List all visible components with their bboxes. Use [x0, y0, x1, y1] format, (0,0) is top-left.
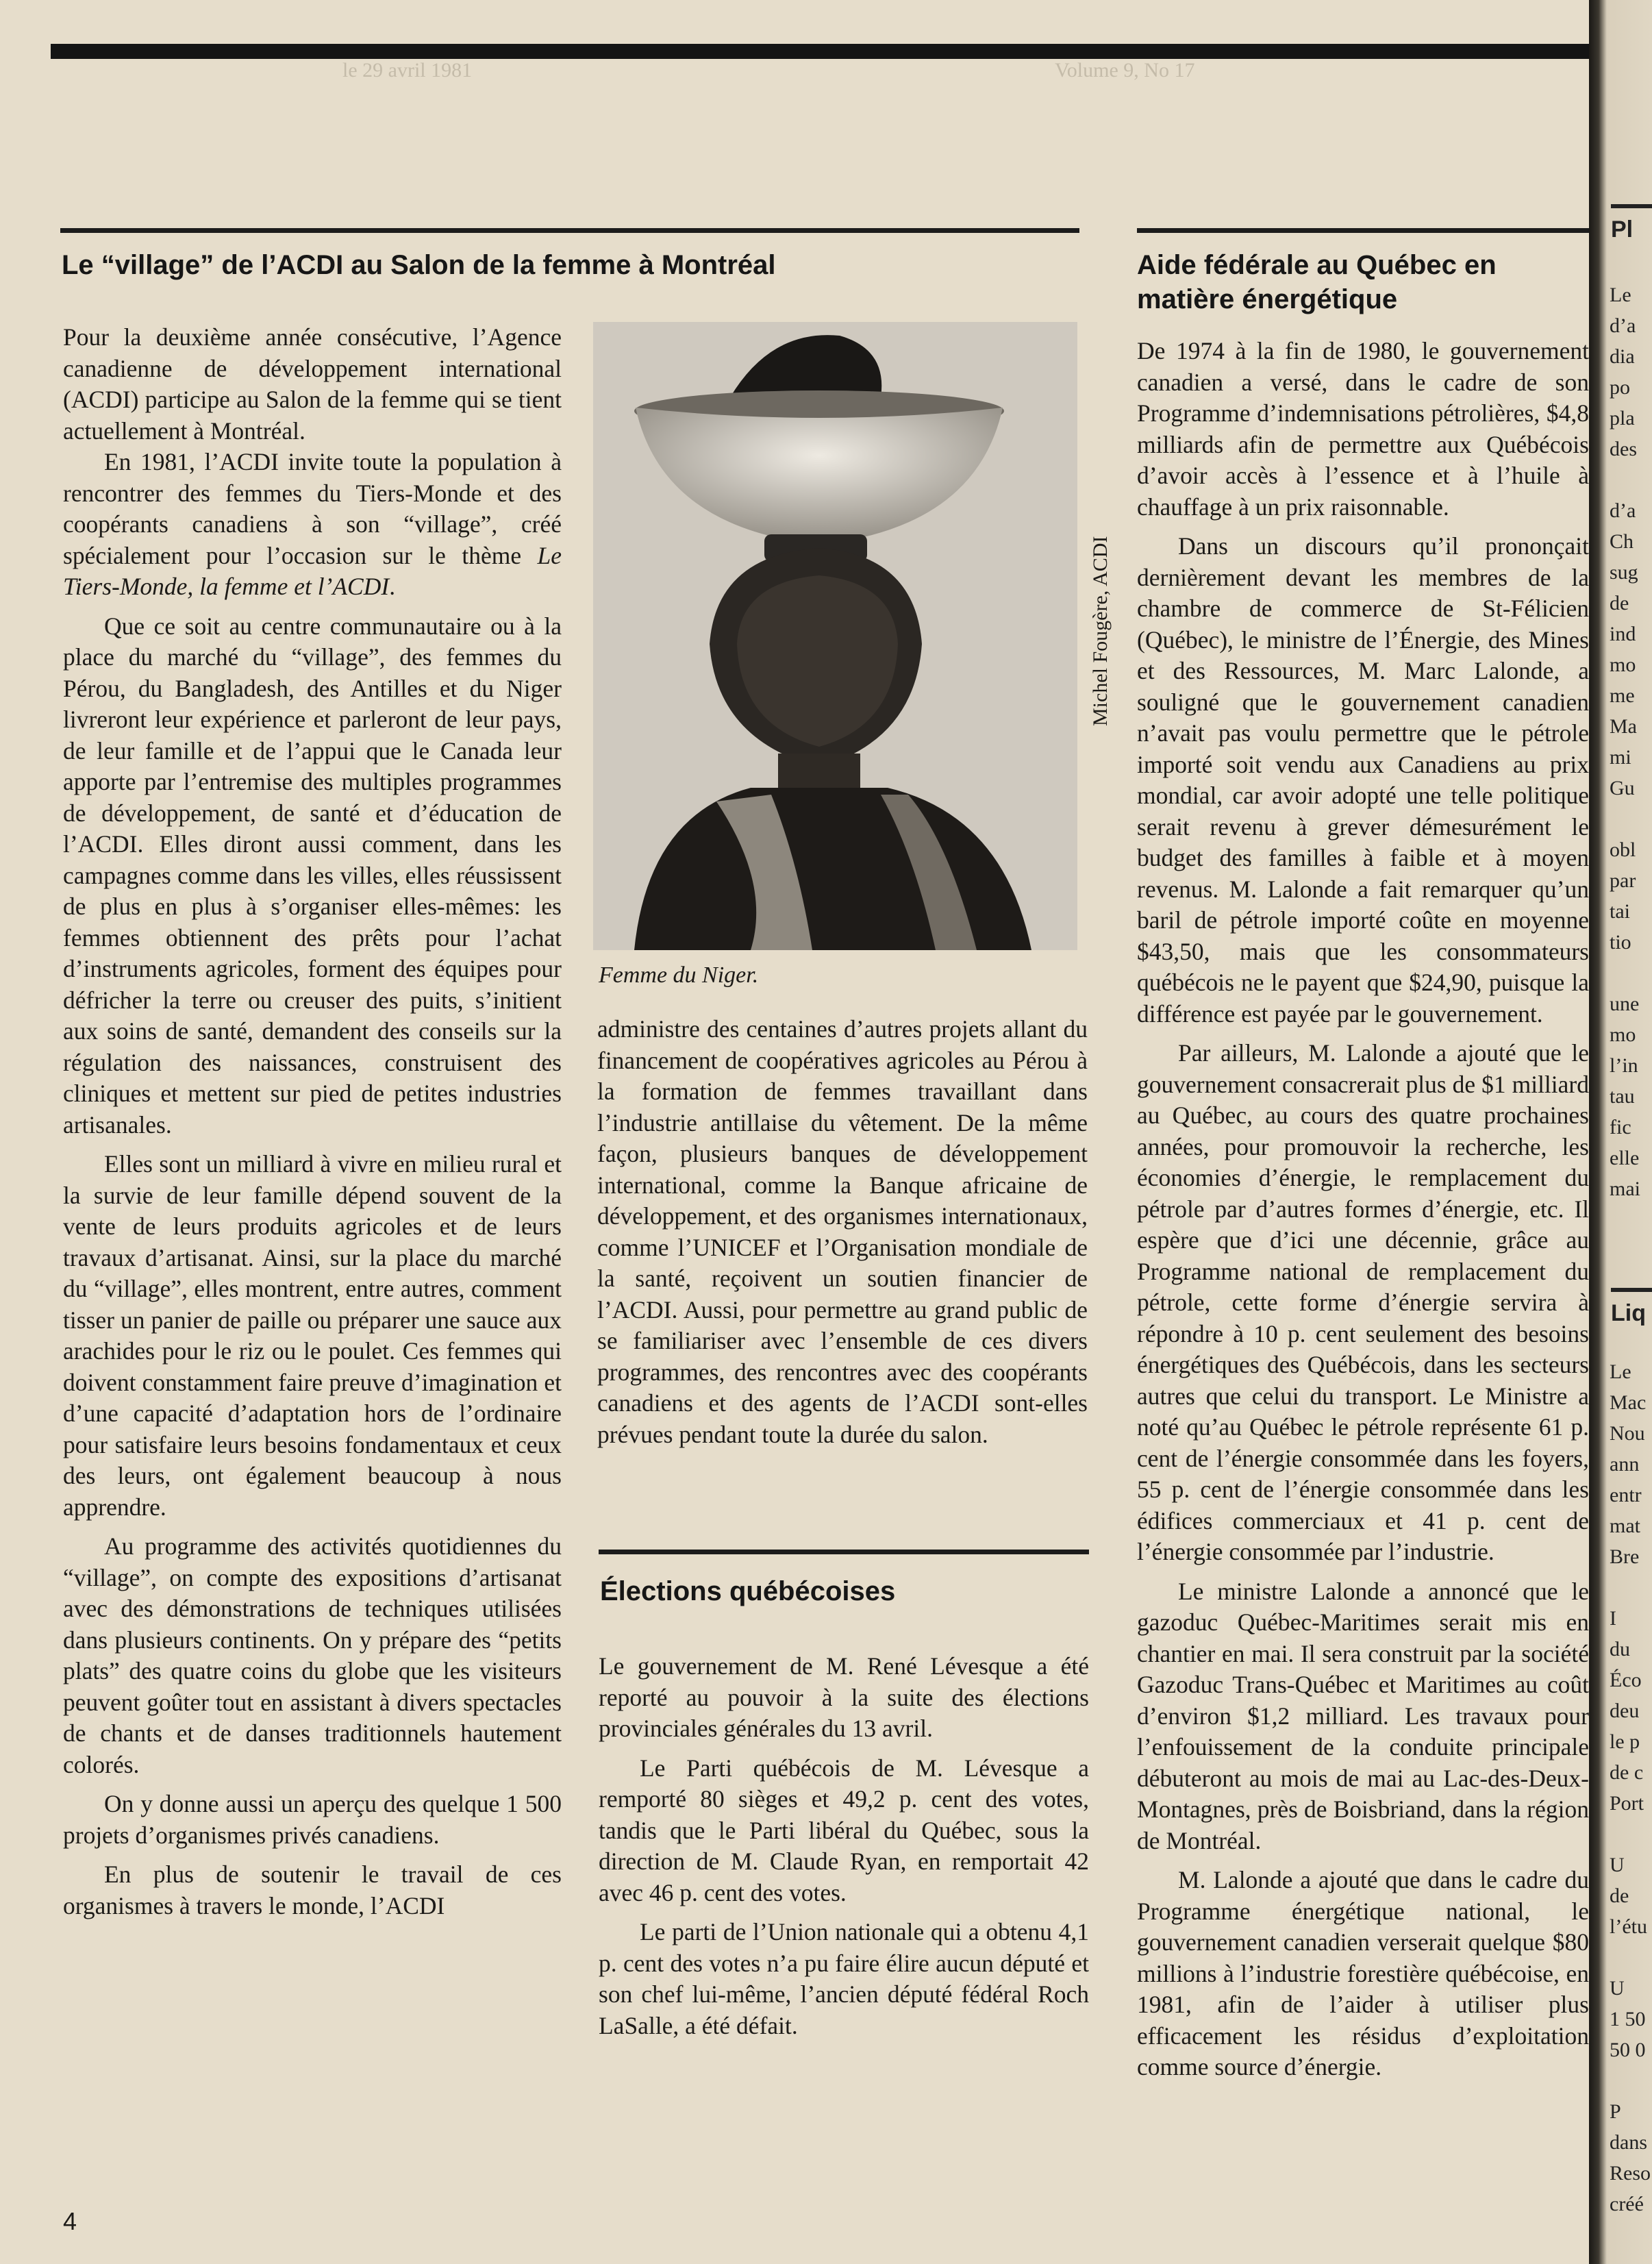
article-column-2	[597, 1014, 1088, 1450]
next-page-line-fragment: Nou	[1610, 1422, 1645, 1445]
paragraph: Le parti de l’Union nationale qui a obtenu 4,1 p. cent des votes n’a pu faire élire aucun député et son chef lui-même, l’ancien député fédéral Roch LaSalle, a été défait.	[599, 1918, 1089, 2039]
next-page-line-fragment: Éco	[1610, 1669, 1642, 1691]
next-page-line-fragment: Reso	[1610, 2162, 1651, 2185]
paragraph: Au programme des activités quotidiennes du “village”, on compte des expositions d’artisanat avec des démonstrations de techniques utilisées dans plusieurs continents. On y prépare des “petits plats” des quatre coins du globe que les visiteurs peuvent goûter tout en assistant à divers spectacles de chants et de danses traditionnels hautement colorés.	[63, 1532, 562, 1778]
next-page-line-fragment: Le	[1610, 1360, 1631, 1383]
next-page-line-fragment: I	[1610, 1607, 1616, 1630]
article-rule	[599, 1550, 1089, 1554]
next-page-line-fragment	[1610, 1942, 1651, 1973]
next-page-line-fragment: U	[1610, 1854, 1625, 1876]
paragraph: Dans un discours qu’il prononçait dernièrement devant les membres de la chambre de commerce de St-Félicien (Québec), le ministre de l’Énergie, des Mines et des Ressources, M. Marc Lalonde, a souligné que le gouvernement canadien n’avait pas voulu permettre que le pétrole importé soit vendu aux Canadiens au prix mondial, car avoir adopté une telle politique serait revenu à grever démesurément le budget des familles à faible et à moyen revenus. M. Lalonde a fait remarquer qu’un baril de pétrole importé coûte en moyenne $43,50, mais que les consommateurs québécois ne le payent que $24,90, puisque la différence est payée par le gouvernement.	[1137, 532, 1589, 1028]
paragraph: Que ce soit au centre communautaire ou à la place du marché du “village”, des femmes du Pérou, du Bangladesh, des Antilles et du Niger livreront leur expérience et parleront de leur pays, de leur famille et de l’appui que le Canada leur apporte par l’entremise des multiples programmes de développement, de santé et d’éducation de l’ACDI. Elles diront aussi comment, dans les campagnes comme dans les villes, elles réussissent de plus en plus à s’organiser elles-mêmes: les femmes obtiennent des prêts pour l’achat d’instruments agricoles, forment des équipes pour défricher la terre ou creuser des puits, s’initient aux soins de santé, demandent des conseils sur la régulation des naissances, construisent des cliniques et mettent sur pied de petites industries artisanales.	[63, 612, 562, 1139]
theme-title: Le Tiers-Monde, la femme et l’ACDI	[63, 541, 562, 600]
next-page-rule	[1611, 1288, 1652, 1292]
next-page-line-fragment: l’in	[1610, 1054, 1638, 1077]
next-page-line-fragment: Ch	[1610, 530, 1634, 553]
paragraph: En plus de soutenir le travail de ces organismes à travers le monde, l’ACDI	[63, 1861, 562, 1919]
next-page-line-fragment: dia	[1610, 345, 1635, 368]
next-page-column-fragment	[1610, 1356, 1651, 2219]
next-page-line-fragment: l’étu	[1610, 1915, 1647, 1938]
article-rule	[1137, 228, 1589, 233]
next-page-line-fragment: de	[1610, 1884, 1629, 1907]
article-column-1	[63, 322, 562, 1921]
photo-caption: Femme du Niger.	[599, 962, 759, 988]
next-page-line-fragment: mi	[1610, 746, 1631, 769]
next-page-line-fragment: Le	[1610, 284, 1631, 306]
next-page-line-fragment: mo	[1610, 654, 1636, 676]
article-title: Le “village” de l’ACDI au Salon de la femme à Montréal	[62, 250, 776, 280]
next-page-line-fragment: po	[1610, 376, 1630, 399]
next-page-line-fragment: d’a	[1610, 499, 1636, 522]
next-page-line-fragment: des	[1610, 438, 1637, 460]
next-page-line-fragment: créé	[1610, 2193, 1644, 2215]
top-rule	[51, 44, 1589, 59]
paragraph: On y donne aussi un aperçu des quelque 1 500 projets d’organismes privés canadiens.	[63, 1790, 562, 1849]
next-page-line-fragment: Gu	[1610, 777, 1635, 799]
article-title: Élections québécoises	[600, 1576, 896, 1606]
next-page-line-fragment	[1610, 804, 1651, 834]
paragraph: En 1981, l’ACDI invite toute la population à rencontrer des femmes du Tiers-Monde et des coopérants canadiens à son “village”, créé spécialement pour l’occasion sur le thème Le Tiers-Monde, la femme et l’ACDI.	[63, 448, 562, 600]
next-page-line-fragment: U	[1610, 1977, 1625, 2000]
next-page-line-fragment: mai	[1610, 1178, 1640, 1200]
paragraph: De 1974 à la fin de 1980, le gouvernement canadien a versé, dans le cadre de son Programme d’indemnisations pétrolières, $4,8 milliards afin de permettre aux Québécois d’avoir accès à l’essence et à l’huile à chauffage à un prix raisonnable.	[1137, 337, 1589, 521]
next-page-line-fragment: de c	[1610, 1761, 1644, 1784]
paragraph: administre des centaines d’autres projets allant du financement de coopératives agricoles au Pérou à la formation de femmes travaillant dans l’industrie antillaise du vêtement. De la même façon, plusieurs banques de développement international, comme la Banque africaine de développement, et des organismes internationaux, comme l’UNICEF et l’Organisation mondiale de la santé, reçoivent un soutien financier de l’ACDI. Aussi, pour permettre au grand public de se familiariser avec l’ensemble de ces divers programmes, des rencontres avec des coopérants canadiens et des agents de l’ACDI sont-elles prévues pendant toute la durée du salon.	[597, 1015, 1088, 1448]
paragraph: M. Lalonde a ajouté que dans le cadre du Programme énergétique national, le gouvernement canadien verserait quelque $80 millions à l’industrie forestière québécoise, en 1981, afin de l’aider à utiliser plus efficacement les résidus d’exploitation comme source d’énergie.	[1137, 1866, 1589, 2080]
next-page-line-fragment: entr	[1610, 1484, 1642, 1506]
photo-woman-niger	[593, 322, 1077, 950]
next-page-line-fragment	[1610, 2065, 1651, 2096]
next-page-line-fragment: une	[1610, 993, 1640, 1015]
next-page-line-fragment: ind	[1610, 623, 1636, 645]
next-page-line-fragment: ann	[1610, 1453, 1640, 1476]
next-page-column-fragment	[1610, 279, 1651, 1204]
next-page-line-fragment: tio	[1610, 931, 1631, 954]
page-number: 4	[63, 2207, 77, 2235]
next-page-line-fragment: d’a	[1610, 314, 1636, 337]
article-body	[599, 1651, 1089, 2041]
next-page-line-fragment: obl	[1610, 838, 1636, 861]
next-page-line-fragment: mat	[1610, 1515, 1640, 1537]
next-page-line-fragment: dans	[1610, 2131, 1647, 2154]
next-page-line-fragment: Port	[1610, 1792, 1644, 1815]
next-page-line-fragment: sug	[1610, 561, 1638, 584]
article-title: Aide fédérale au Québec en matière énergétique	[1137, 250, 1497, 314]
show-through-header-left: le 29 avril 1981	[342, 59, 473, 82]
next-page-line-fragment: par	[1610, 869, 1636, 892]
next-page-line-fragment	[1610, 1572, 1651, 1603]
next-page-line-fragment: le p	[1610, 1730, 1640, 1753]
next-page-title-fragment: Pl	[1611, 216, 1634, 242]
paragraph: Le Parti québécois de M. Lévesque a remporté 80 sièges et 49,2 p. cent des votes, tandis que le Parti libéral du Québec, sous la direction de M. Claude Ryan, en remportait 42 avec 46 p. cent des votes.	[599, 1754, 1089, 1906]
paragraph: Par ailleurs, M. Lalonde a ajouté que le gouvernement consacrerait plus de $1 milliard au Québec, au cours des quatre prochaines années, pour promouvoir la recherche, les économies d’énergie, le remplacement du pétrole par d’autres formes d’énergie, etc. Il espère que d’ici une décennie, grâce au Programme national de remplacement du pétrole, cette forme d’énergie servira à répondre à 10 p. cent seulement des besoins énergétiques des Québécois, dans les secteurs autres que celui du transport. Le Ministre a noté qu’au Québec le pétrole représente 61 p. cent de l’énergie consommée dans les foyers, 55 p. cent de l’énergie consommée dans les édifices commerciaux et 41 p. cent de l’énergie consommée par l’industrie.	[1137, 1039, 1589, 1565]
paragraph: Elles sont un milliard à vivre en milieu rural et la survie de leur famille dépend souvent de la vente de leurs produits agricoles et de leurs travaux d’artisanat. Ainsi, sur la place du marché du “village”, elles montrent, entre autres, comment tisser un panier de paille ou préparer une sauce aux arachides pour le riz ou le poulet. Ces femmes qui doivent constamment faire preuve d’imagination et d’une capacité d’adaptation hors de l’ordinaire pour satisfaire leurs besoins fondamentaux et ceux des leurs, ont également beaucoup à nous apprendre.	[63, 1150, 562, 1521]
paragraph: Le ministre Lalonde a annoncé que le gazoduc Québec-Maritimes serait mis en chantier en mai. Il sera construit par la société Gazoduc Trans-Québec et Maritimes au coût d’environ $1,2 milliard. Les travaux pour l’enfouissement de la conduite principale débuteront au mois de mai au Lac-des-Deux-Montagnes, près de Boisbriand, dans la région de Montréal.	[1137, 1577, 1589, 1854]
next-page-rule	[1611, 204, 1652, 208]
article-rule	[60, 228, 1079, 233]
next-page-line-fragment: mo	[1610, 1023, 1636, 1046]
next-page-line-fragment: elle	[1610, 1147, 1640, 1169]
next-page-line-fragment: fic	[1610, 1116, 1631, 1139]
next-page-line-fragment: 1 50	[1610, 2008, 1646, 2030]
next-page-line-fragment: deu	[1610, 1700, 1640, 1722]
next-page-line-fragment: me	[1610, 684, 1635, 707]
next-page-line-fragment: Bre	[1610, 1545, 1640, 1568]
article-body	[1137, 336, 1589, 2083]
photo-credit: Michel Fougère, ACDI	[1089, 536, 1112, 726]
next-page-line-fragment: du	[1610, 1638, 1630, 1660]
next-page-line-fragment: Mac	[1610, 1391, 1647, 1414]
paragraph: Pour la deuxième année consécutive, l’Agence canadienne de développement international (ACDI) participe au Salon de la femme qui se tient actuellement à Montréal.	[63, 323, 562, 445]
paragraph: Le gouvernement de M. René Lévesque a été reporté au pouvoir à la suite des élections provinciales générales du 13 avril.	[599, 1652, 1089, 1742]
show-through-header-right: Volume 9, No 17	[1055, 59, 1195, 82]
next-page-title-fragment: Liq	[1611, 1300, 1646, 1326]
next-page-line-fragment: de	[1610, 592, 1629, 614]
next-page-line-fragment: tau	[1610, 1085, 1635, 1108]
next-page-line-fragment: 50 0	[1610, 2039, 1646, 2061]
next-page-line-fragment	[1610, 1819, 1651, 1850]
next-page-line-fragment	[1610, 464, 1651, 495]
next-page-line-fragment: Ma	[1610, 715, 1637, 738]
next-page-line-fragment: P	[1610, 2100, 1621, 2123]
next-page-line-fragment: tai	[1610, 900, 1630, 923]
next-page-line-fragment: pla	[1610, 407, 1635, 430]
next-page-line-fragment	[1610, 958, 1651, 988]
